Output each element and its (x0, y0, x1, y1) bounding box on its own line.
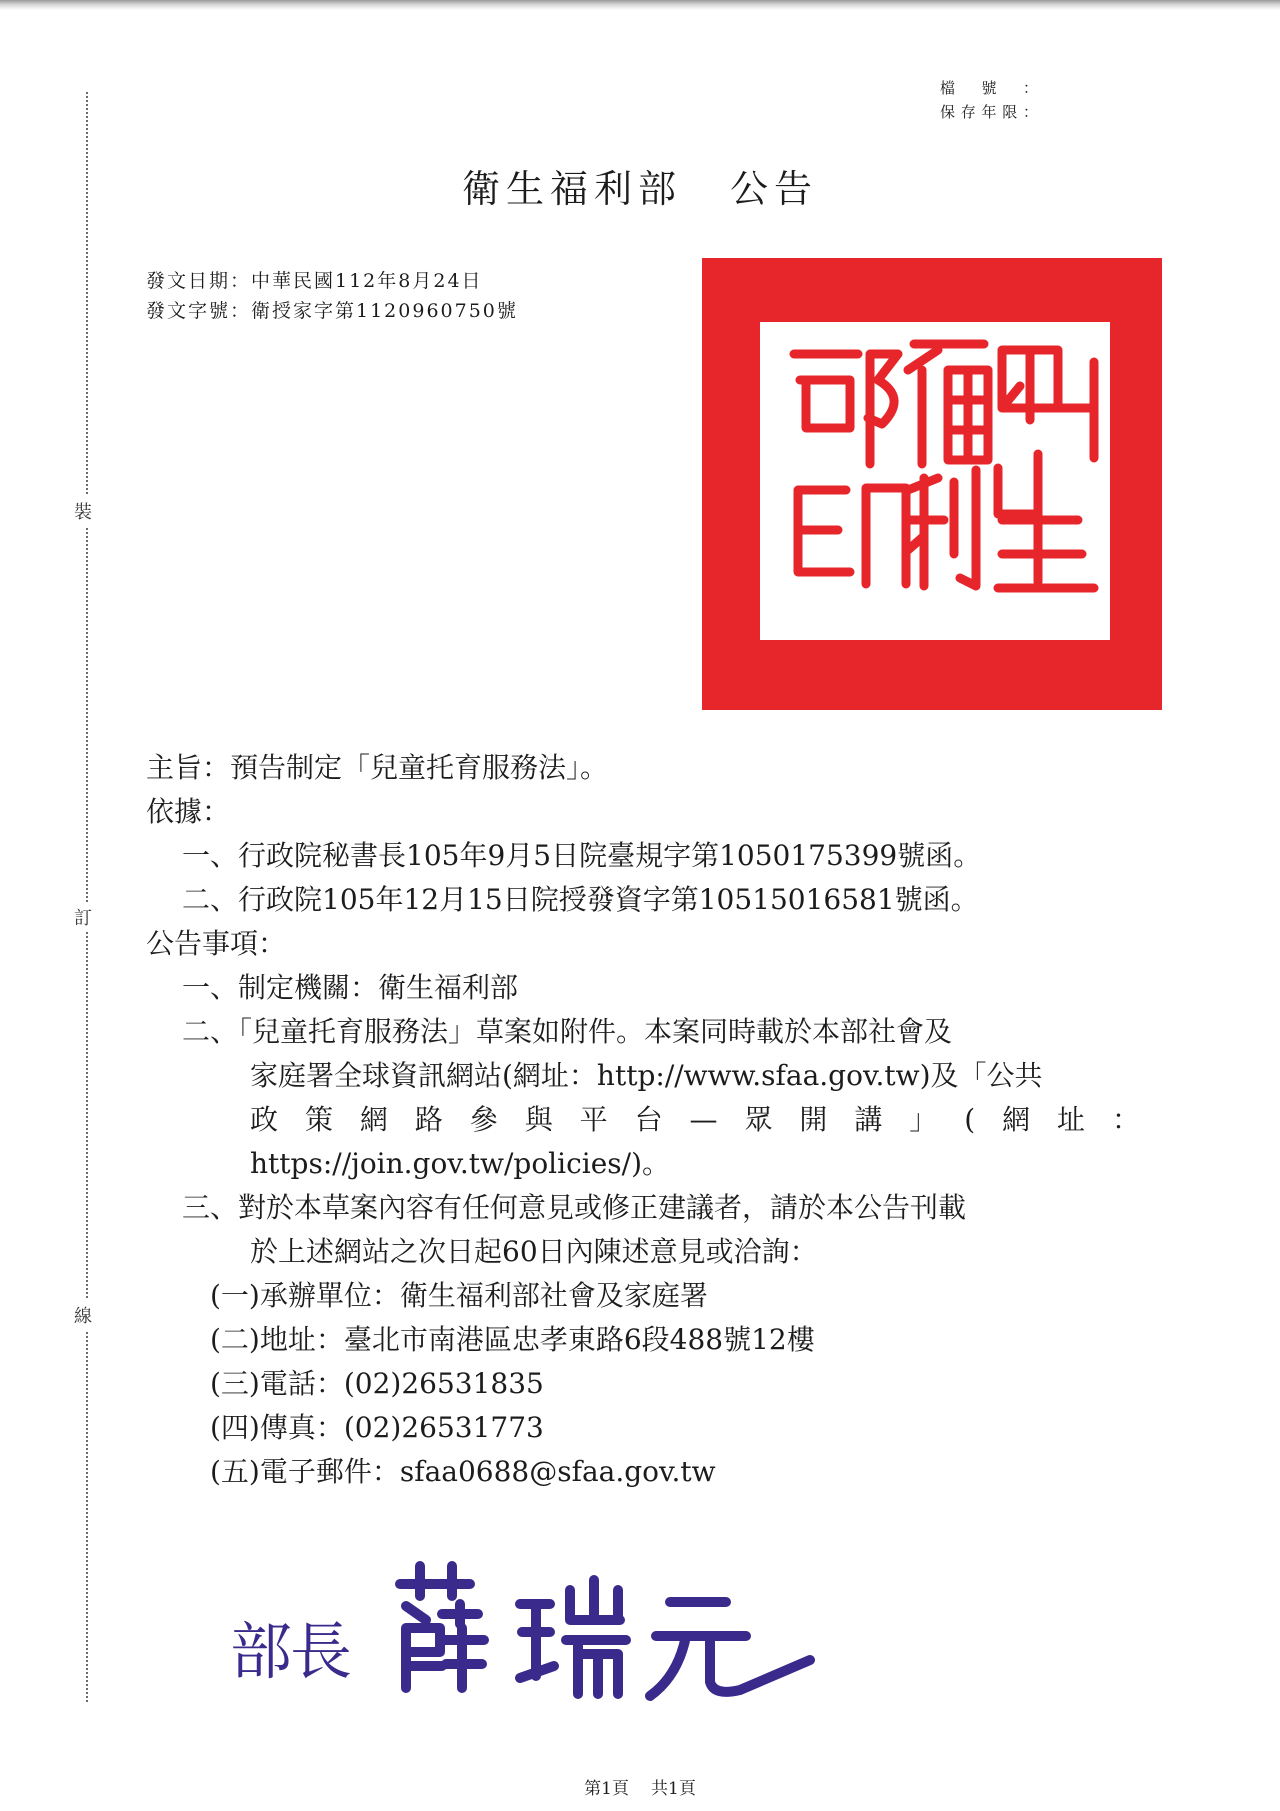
issue-date: 發文日期：中華民國112年8月24日 (146, 270, 483, 292)
file-number-label: 檔號： (940, 79, 1040, 97)
seal-graphic (702, 258, 1162, 710)
minister-signature (230, 1544, 850, 1704)
contact-phone: (三)電話：(02)26531835 (210, 1367, 544, 1400)
contact-unit: (一)承辦單位：衛生福利部社會及家庭署 (210, 1279, 708, 1312)
document-type: 公告 (730, 167, 819, 211)
official-seal (702, 258, 1162, 710)
scan-edge (0, 0, 1280, 10)
issue-number: 發文字號：衛授家字第1120960750號 (146, 300, 518, 322)
page-number: 第1頁 (584, 1779, 629, 1799)
notice-item-1: 一、制定機關：衛生福利部 (182, 971, 519, 1004)
page-total: 共1頁 (651, 1779, 696, 1799)
notice-item-2-line-3: 政策網路參與平台—眾開講」(網址： (250, 1103, 1140, 1136)
notice-item-3-line-1: 三、對於本草案內容有任何意見或修正建議者，請於本公告刊載 (182, 1191, 967, 1224)
notice-item-2-line-4: https://join.gov.tw/policies/)。 (250, 1147, 671, 1180)
signature-title: 部長 (230, 1615, 351, 1688)
subject-line: 主旨：預告制定「兒童托育服務法」。 (146, 751, 609, 784)
page-title (0, 158, 1280, 213)
basis-heading: 依據： (146, 795, 231, 828)
agency-name: 衛生福利部 (461, 167, 682, 211)
notice-heading: 公告事項： (146, 927, 287, 960)
basis-item-2: 二、行政院105年12月15日院授發資字第10515016581號函。 (182, 883, 979, 916)
file-meta (940, 76, 1040, 124)
page-footer (0, 1774, 1280, 1799)
binding-char-ding: 訂 (74, 902, 92, 932)
notice-item-2-line-1: 二、「兒童托育服務法」草案如附件。本案同時載於本部社會及 (182, 1015, 953, 1048)
notice-item-3-line-2: 於上述網站之次日起60日內陳述意見或洽詢： (250, 1235, 818, 1268)
notice-body (146, 746, 1140, 1494)
contact-email: (五)電子郵件：sfaa0688@sfaa.gov.tw (210, 1455, 716, 1488)
binding-char-zhuang: 裝 (74, 496, 92, 526)
retention-label: 保存年限： (940, 103, 1040, 121)
contact-address: (二)地址：臺北市南港區忠孝東路6段488號12樓 (210, 1323, 815, 1356)
basis-item-1: 一、行政院秘書長105年9月5日院臺規字第1050175399號函。 (182, 839, 982, 872)
binding-line (86, 92, 88, 1702)
issue-info (146, 266, 518, 326)
binding-char-xian: 線 (74, 1300, 92, 1330)
notice-item-2-line-2: 家庭署全球資訊網站(網址：http://www.sfaa.gov.tw)及「公共 (250, 1059, 1043, 1092)
contact-fax: (四)傳真：(02)26531773 (210, 1411, 544, 1444)
handwritten-signature (230, 1544, 850, 1704)
